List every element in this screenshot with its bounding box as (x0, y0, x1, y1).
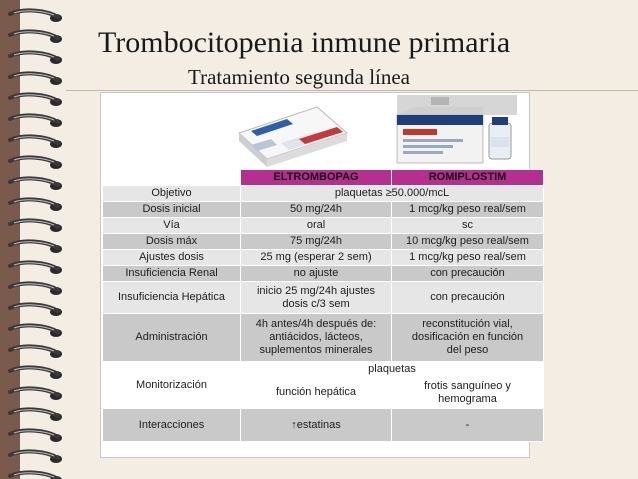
romiplostim-value: con precaución (392, 282, 544, 314)
eltrombopag-value (241, 282, 392, 314)
revolade-box-image (239, 107, 347, 167)
romiplostim-value: 10 mcg/kg peso real/sem (392, 234, 544, 250)
eltrombopag-value: 25 mg (esperar 2 sem) (241, 250, 392, 266)
eltrombopag-value: función hepática (241, 377, 392, 409)
eltrombopag-value: 75 mg/24h (241, 234, 392, 250)
eltrombopag-value (241, 314, 392, 362)
table-row (103, 409, 544, 442)
row-label: Insuficiencia Renal (103, 266, 241, 282)
eltrombopag-value: oral (241, 218, 392, 234)
header-empty-cell (103, 170, 241, 186)
value-line: del peso (446, 344, 489, 356)
table-row (103, 282, 544, 314)
romiplostim-value: con precaución (392, 266, 544, 282)
header-romiplostim: ROMIPLOSTIM (392, 170, 544, 186)
row-label: Dosis máx (103, 234, 241, 250)
value-line: inicio 25 mg/24h ajustes (256, 284, 375, 297)
value-line: hemograma (438, 392, 497, 405)
value-line: dosis c/3 sem (282, 297, 350, 310)
medicine-photos (101, 93, 529, 169)
row-label: Dosis inicial (103, 202, 241, 218)
shared-value: plaquetas (241, 362, 544, 377)
romiplostim-value: 1 mcg/kg peso real/sem (392, 202, 544, 218)
eltrombopag-value: 50 mg/24h (241, 202, 392, 218)
romiplostim-value: sc (392, 218, 544, 234)
spiral-binding (6, 0, 76, 479)
row-label: Ajustes dosis (103, 250, 241, 266)
table-row (103, 362, 544, 377)
table-row (103, 202, 544, 218)
row-label: Objetivo (103, 186, 241, 202)
slide-subtitle: Tratamiento segunda línea (188, 65, 411, 89)
table-row (103, 186, 544, 202)
eltrombopag-value: ↑estatinas (241, 409, 392, 442)
row-label: Interacciones (103, 409, 241, 442)
content-panel (100, 92, 530, 458)
romiplostim-value (392, 377, 544, 409)
value-line: dosificación en función (411, 331, 524, 343)
nplate-box-image (397, 95, 517, 163)
eltrombopag-value: no ajuste (241, 266, 392, 282)
table-row (103, 234, 544, 250)
row-label: Administración (103, 314, 241, 362)
value-line: antiácidos, lácteos, (269, 331, 363, 343)
romiplostim-value: - (392, 409, 544, 442)
value-line: 4h antes/4h después de: (255, 318, 377, 330)
romiplostim-value (392, 314, 544, 362)
row-label: Monitorización (103, 362, 241, 409)
table-row (103, 218, 544, 234)
table-row (103, 250, 544, 266)
value-line: suplementos minerales (259, 344, 373, 356)
romiplostim-value: 1 mcg/kg peso real/sem (392, 250, 544, 266)
table-row (103, 266, 544, 282)
table-row (103, 314, 544, 362)
value-line: frotis sanguíneo y (424, 379, 511, 392)
row-label: Insuficiencia Hepática (103, 282, 241, 314)
value-line: reconstitución vial, (422, 318, 513, 330)
slide (6, 0, 638, 479)
table-header-row (103, 170, 544, 186)
treatment-table (102, 169, 544, 442)
shared-value: plaquetas ≥50.000/mcL (241, 186, 544, 202)
row-label: Vía (103, 218, 241, 234)
title-divider (66, 90, 638, 91)
header-eltrombopag: ELTROMBOPAG (241, 170, 392, 186)
slide-title: Trombocitopenia inmune primaria (98, 26, 511, 59)
